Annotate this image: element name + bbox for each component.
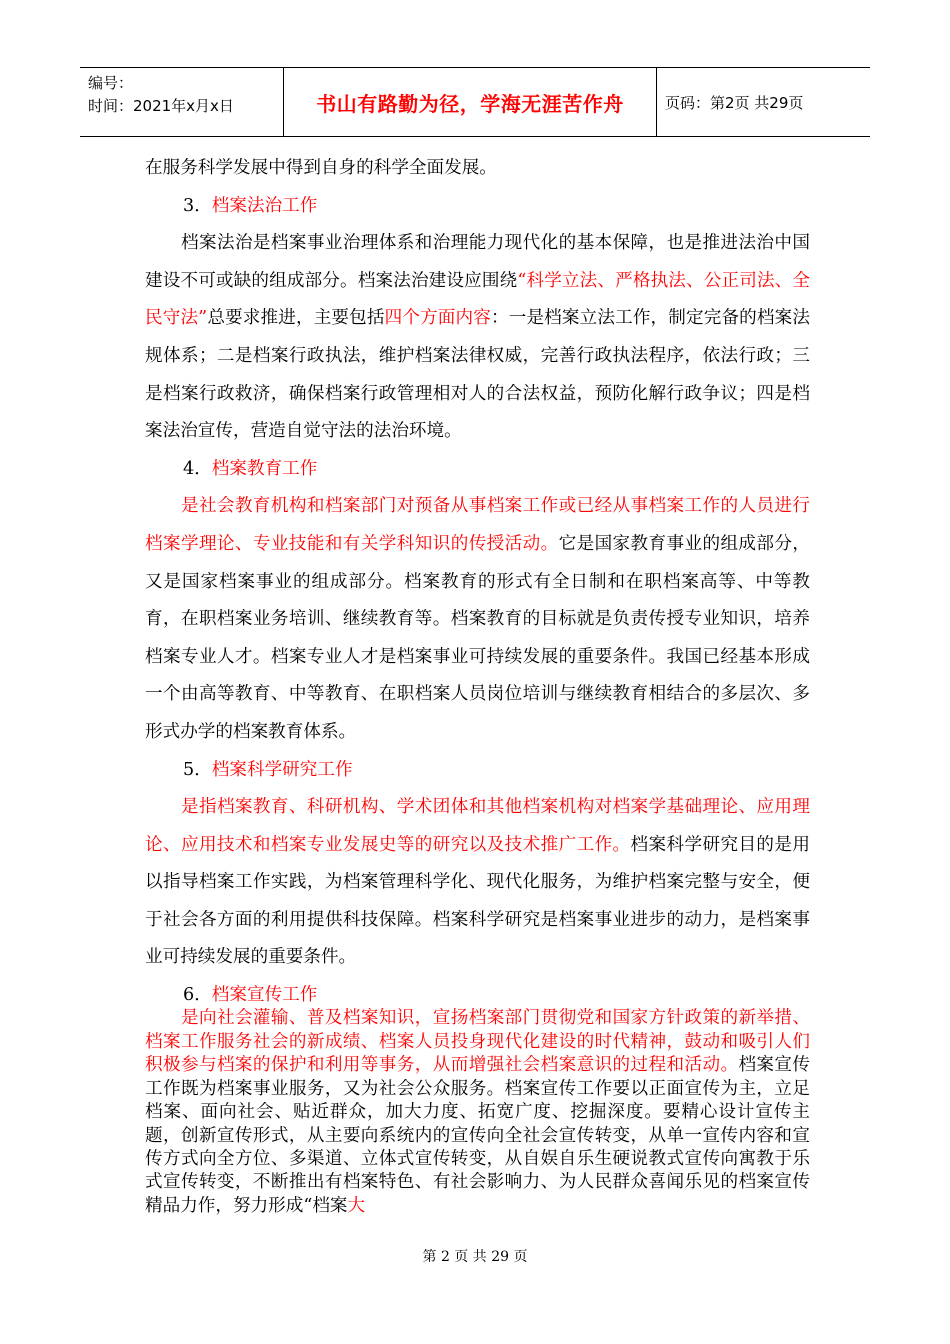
section-title-3: 档案法治工作: [211, 195, 318, 216]
section-number-5: 5．: [183, 759, 212, 780]
text-segment: 档案法治是档案事业治理体系和治理能力现代化的基本保障，也是推进法治中国建设不可或缺的组成部分。档案法治建设应围绕: [145, 233, 810, 291]
text-segment: 总要求推进，主要包括: [207, 308, 385, 329]
section-paragraph-6: [145, 1007, 810, 1218]
document-number-label: 编号：: [88, 74, 134, 92]
header-right-cell: [657, 68, 870, 136]
highlight-segment: 四个方面内容: [384, 308, 491, 329]
document-date: 时间：2021年x月x日: [88, 97, 234, 115]
section-heading-5: [145, 752, 810, 790]
section-heading-6: [145, 984, 810, 1007]
section-paragraph-5: [145, 789, 810, 977]
header-left-cell: [80, 68, 284, 136]
section-heading-3: [145, 188, 810, 226]
section-title-4: 档案教育工作: [211, 458, 318, 479]
header-page-info: 页码：第2页 共29页: [665, 93, 804, 112]
page-header: [80, 67, 870, 137]
section-title-6: 档案宣传工作: [211, 985, 318, 1006]
document-body: [145, 150, 810, 1218]
highlight-segment: 是社会教育机构和档案部门对预备从事档案工作或已经从事档案工作的人员进行档案学理论、专业技能和有关学科知识的传授活动。: [145, 496, 810, 554]
highlight-segment: “科学立法、严格执法、公正司法、全民守法”: [145, 270, 810, 329]
text-segment: 它是国家教育事业的组成部分，又是国家档案事业的组成部分。档案教育的形式有全日制和在职档案高等、中等教育，在职档案业务培训、继续教育等。档案教育的目标就是负责传授专业知识，培养档案专业人才。档案专业人才是档案事业可持续发展的重要条件。我国已经基本形成一个由高等教育、中等教育、在职档案人员岗位培训与继续教育相结合的多层次、多形式办学的档案教育体系。: [145, 533, 810, 742]
header-motto: 书山有路勤为径，学海无涯苦作舟: [316, 91, 624, 116]
highlight-segment: 大: [347, 1195, 366, 1216]
section-number-3: 3．: [183, 195, 212, 216]
page-footer: 第 2 页 共 29 页: [422, 1249, 528, 1265]
section-paragraph-4: [145, 488, 810, 751]
highlight-segment: 是指档案教育、科研机构、学术团体和其他档案机构对档案学基础理论、应用理论、应用技术和档案专业发展史等的研究以及技术推广工作。: [145, 797, 810, 855]
paragraph-continuation: 在服务科学发展中得到自身的科学全面发展。: [145, 158, 497, 178]
text-segment: 档案宣传工作既为档案事业服务，又为社会公众服务。档案宣传工作要以正面宣传为主，立足档案、面向社会、贴近群众，加大力度、拓宽广度、挖掘深度。要精心设计宣传主题，创新宣传形式，从主要向系统内的宣传向全社会宣传转变，从单一宣传内容和宣传方式向全方位、多渠道、立体式宣传转变，从自娱自乐生硬说教式宣传向寓教于乐式宣传转变，不断推出有档案特色、有社会影响力、为人民群众喜闻乐见的档案宣传精品力作，努力形成“档案: [145, 1055, 810, 1216]
header-center-cell: [284, 68, 657, 136]
highlight-segment: 是向社会灌输、普及档案知识，宣扬档案部门贯彻党和国家方针政策的新举措、档案工作服务社会的新成绩、档案人员投身现代化建设的时代精神，鼓动和吸引人们积极参与档案的保护和利用等事务，从而增强社会档案意识的过程和活动。: [145, 1008, 810, 1076]
section-heading-4: [145, 451, 810, 489]
section-number-4: 4．: [183, 458, 212, 479]
section-number-6: 6．: [183, 985, 212, 1006]
text-segment: ：一是档案立法工作，制定完备的档案法规体系；二是档案行政执法，维护档案法律权威，完善行政执法程序，依法行政；三是档案行政救济，确保档案行政管理相对人的合法权益，预防化解行政争议；四是档案法治宣传，营造自觉守法的法治环境。: [145, 308, 810, 442]
section-title-5: 档案科学研究工作: [211, 759, 353, 780]
text-segment: 档案科学研究目的是用以指导档案工作实践，为档案管理科学化、现代化服务，为维护档案完整与安全，便于社会各方面的利用提供科技保障。档案科学研究是档案事业进步的动力，是档案事业可持续发展的重要条件。: [145, 834, 810, 968]
section-paragraph-3: [145, 225, 810, 451]
